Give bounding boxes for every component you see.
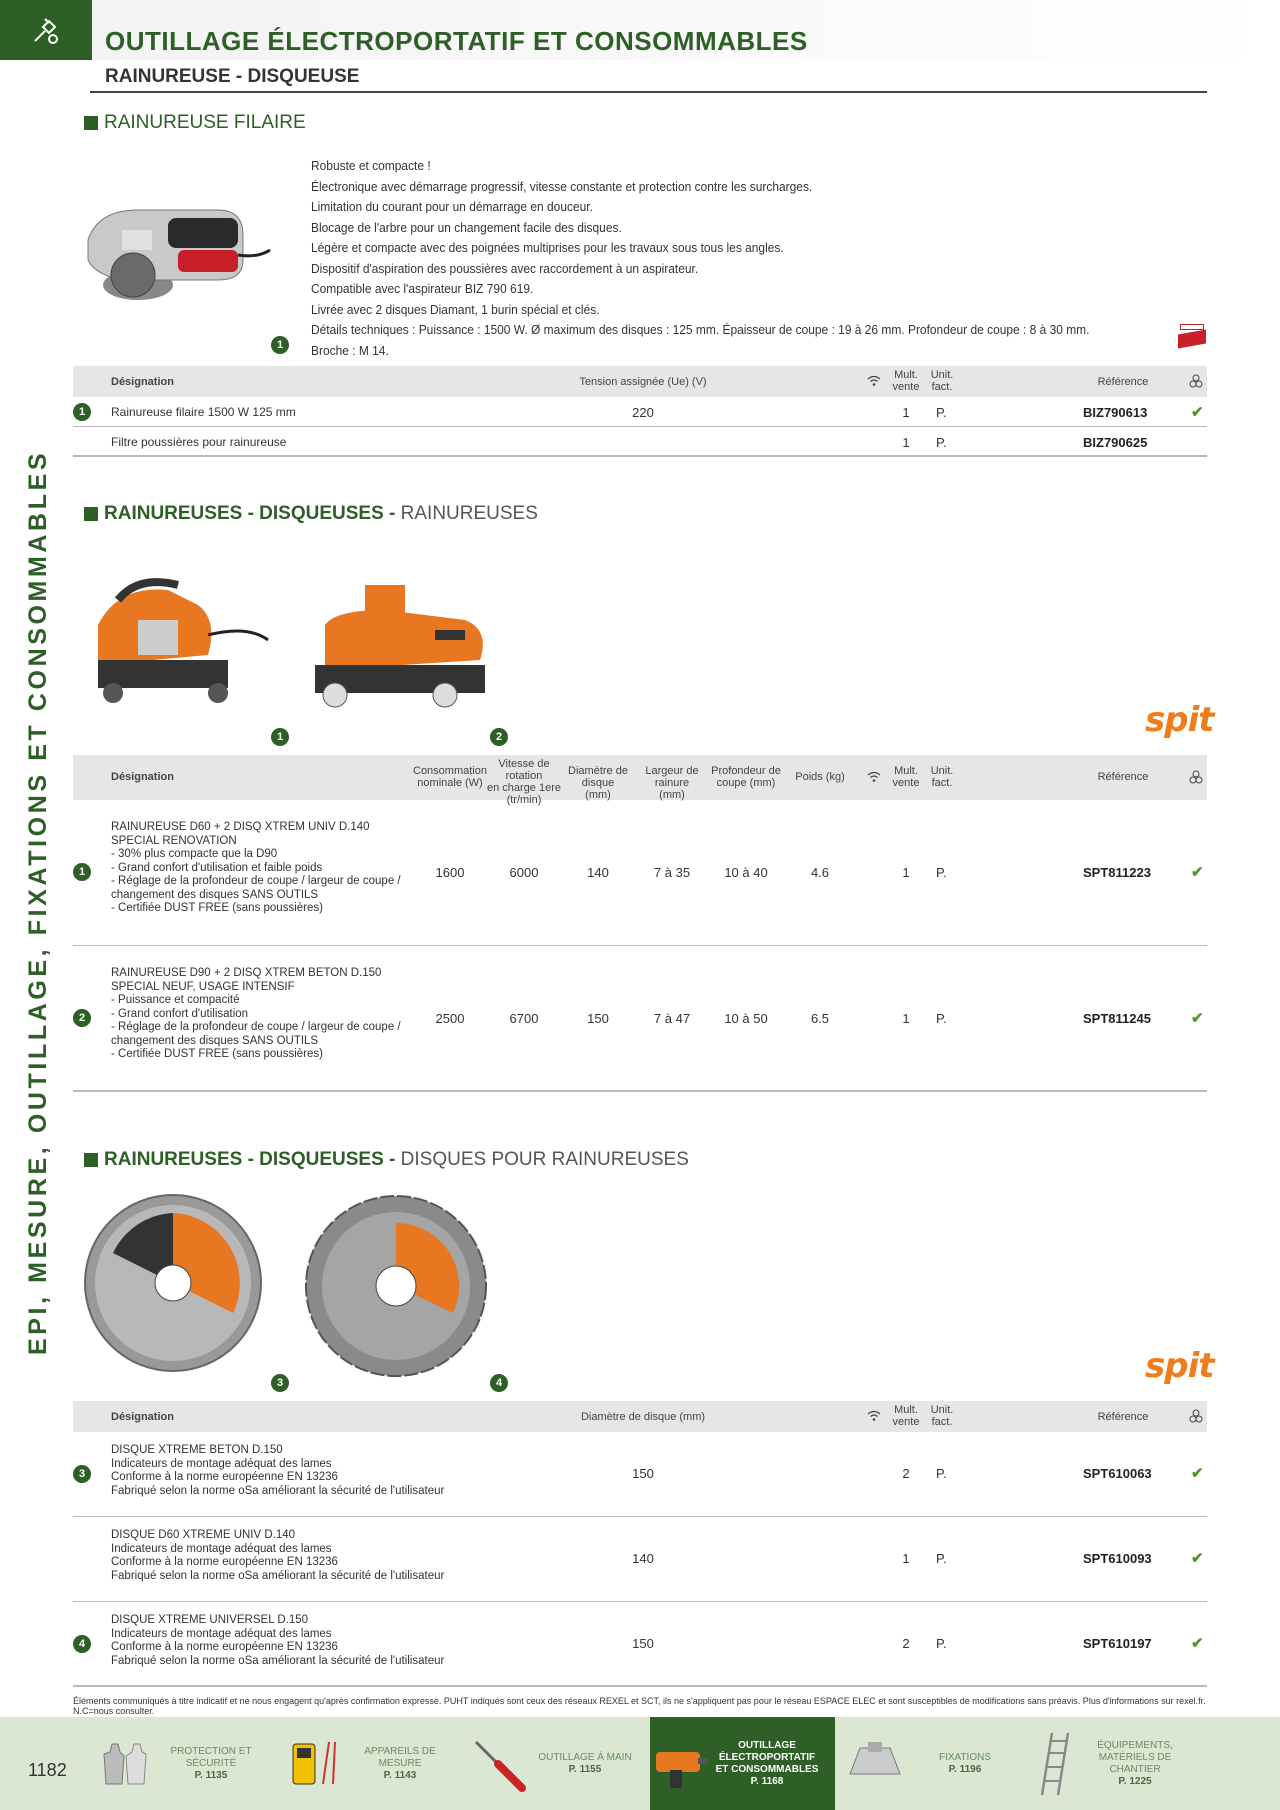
header-divider bbox=[90, 91, 1207, 93]
footer-nav-outillage-main[interactable] bbox=[470, 1717, 650, 1810]
eco-icon bbox=[1189, 770, 1203, 787]
row-unit: P. bbox=[936, 1011, 947, 1026]
row-designation: RAINUREUSE D60 + 2 DISQ XTREM UNIV D.140 SPECIAL RENOVATION - 30% plus compacte que la D90 - Grand confort d'utilisation et faible poids - Réglage de la profondeur de coupe / largeur de coupe / changement des disques SANS OUTILS - Certifiée DUST FREE (sans poussières) bbox=[111, 821, 401, 914]
section3-title-bold: RAINUREUSES - DISQUEUSES - bbox=[104, 1149, 396, 1170]
row-largeur: 7 à 47 bbox=[653, 1011, 691, 1026]
disc-xtreme-universel-image bbox=[303, 1193, 489, 1379]
col-diametre: Diamètre de disque (mm) bbox=[568, 765, 628, 801]
col-designation: Désignation bbox=[111, 771, 174, 783]
col-diametre: Diamètre de disque (mm) bbox=[580, 1411, 706, 1423]
row-tension: 220 bbox=[632, 405, 654, 420]
row-designation: RAINUREUSE D90 + 2 DISQ XTREM BETON D.150 SPECIAL NEUF, USAGE INTENSIF - Puissance et compacité - Grand confort d'utilisation - Réglage de la profondeur de coupe / largeur de coupe / changement des disques SANS OUTILS - Certifiée DUST FREE (sans poussières) bbox=[111, 967, 401, 1060]
section2-title-bold: RAINUREUSES - DISQUEUSES - bbox=[104, 503, 396, 524]
page-title: OUTILLAGE ÉLECTROPORTATIF ET CONSOMMABLES bbox=[105, 26, 808, 56]
row-ref: SPT811223 bbox=[1083, 865, 1151, 880]
screwdriver-icon bbox=[470, 1734, 530, 1794]
section3-heading bbox=[84, 1149, 689, 1171]
col-ref: Référence bbox=[1097, 1411, 1149, 1423]
section-marker bbox=[84, 116, 98, 130]
row-unit: P. bbox=[936, 865, 947, 880]
availability-check-icon: ✔ bbox=[1191, 1550, 1204, 1567]
availability-check-icon: ✔ bbox=[1191, 1010, 1204, 1027]
footer-nav-electroportatif[interactable] bbox=[650, 1717, 835, 1810]
desc-line: Limitation du courant pour un démarrage en douceur. bbox=[311, 199, 593, 214]
section2-title-light: RAINUREUSES bbox=[395, 503, 538, 524]
product-badge: 2 bbox=[490, 728, 508, 746]
footer-nav-equipements[interactable] bbox=[1030, 1717, 1220, 1810]
bracket-icon bbox=[840, 1734, 910, 1794]
table2-header bbox=[73, 755, 1207, 806]
row-diametre: 150 bbox=[587, 1011, 609, 1026]
row-unit: P. bbox=[936, 1636, 947, 1651]
table1-header bbox=[73, 366, 1207, 397]
wifi-icon bbox=[867, 771, 881, 786]
col-conso: Consommation nominale (W) bbox=[413, 765, 487, 789]
row-conso: 2500 bbox=[435, 1011, 465, 1026]
section1-title: RAINUREUSE FILAIRE bbox=[104, 112, 306, 133]
row-poids: 4.6 bbox=[810, 865, 830, 880]
row-vitesse: 6700 bbox=[509, 1011, 539, 1026]
desc-line: Broche : M 14. bbox=[311, 342, 389, 358]
row-ref: SPT610063 bbox=[1083, 1466, 1152, 1481]
availability-check-icon: ✔ bbox=[1191, 1465, 1204, 1482]
availability-check-icon: ✔ bbox=[1191, 1635, 1204, 1652]
header-logo bbox=[0, 0, 92, 60]
row-mult: 1 bbox=[902, 405, 910, 420]
power-tool-icon bbox=[650, 1734, 712, 1794]
availability-check-icon: ✔ bbox=[1191, 864, 1204, 881]
wifi-icon bbox=[867, 1410, 881, 1425]
row-designation: DISQUE XTREME BETON D.150 Indicateurs de montage adéquat des lames Conforme à la norme européenne EN 13236 Fabriqué selon la norme oSa améliorant la sécurité de l'utilisateur bbox=[111, 1444, 445, 1497]
multimeter-icon bbox=[285, 1734, 345, 1794]
product-badge: 1 bbox=[271, 336, 289, 354]
row-profondeur: 10 à 50 bbox=[724, 1011, 768, 1026]
row-mult: 1 bbox=[902, 1551, 910, 1566]
row-ref: BIZ790625 bbox=[1083, 435, 1148, 450]
desc-line: Robuste et compacte ! bbox=[311, 158, 431, 173]
row-designation: Rainureuse filaire 1500 W 125 mm bbox=[111, 405, 296, 419]
col-designation: Désignation bbox=[111, 376, 174, 388]
row-ref: BIZ790613 bbox=[1083, 405, 1148, 420]
table-row bbox=[73, 427, 1207, 457]
footer-label: APPAREILS DE MESURE P. 1143 bbox=[364, 1745, 436, 1781]
row-poids: 6.5 bbox=[810, 1011, 830, 1026]
eco-icon bbox=[1189, 374, 1203, 391]
col-unit: Unit. fact. bbox=[930, 765, 954, 789]
table-row bbox=[73, 1432, 1207, 1517]
row-unit: P. bbox=[936, 435, 947, 450]
section1-heading bbox=[84, 112, 306, 134]
row-designation: DISQUE XTREME UNIVERSEL D.150 Indicateurs de montage adéquat des lames Conforme à la norme européenne EN 13236 Fabriqué selon la norme oSa améliorant la sécurité de l'utilisateur bbox=[111, 1614, 445, 1667]
col-tension: Tension assignée (Ue) (V) bbox=[579, 376, 707, 388]
col-poids: Poids (kg) bbox=[795, 771, 845, 783]
footer-label: PROTECTION ET SÉCURITÉ P. 1135 bbox=[170, 1745, 252, 1781]
milwaukee-groover-image bbox=[78, 190, 273, 305]
row-mult: 1 bbox=[902, 1011, 910, 1026]
table-row bbox=[73, 397, 1207, 427]
row-vitesse: 6000 bbox=[509, 865, 539, 880]
col-unit: Unit. fact. bbox=[930, 369, 954, 393]
col-mult: Mult. vente bbox=[892, 765, 920, 789]
row-diametre: 140 bbox=[632, 1551, 654, 1566]
row-designation: Filtre poussières pour rainureuse bbox=[111, 435, 287, 449]
row-badge: 2 bbox=[73, 1009, 91, 1027]
desc-line: Dispositif d'aspiration des poussières avec raccordement à un aspirateur. bbox=[311, 260, 699, 276]
col-designation: Désignation bbox=[111, 1411, 174, 1423]
row-designation: DISQUE D60 XTREME UNIV D.140 Indicateurs de montage adéquat des lames Conforme à la norme européenne EN 13236 Fabriqué selon la norme oSa améliorant la sécurité de l'utilisateur bbox=[111, 1529, 445, 1582]
spit-d90-image bbox=[295, 565, 495, 715]
side-category-label: EPI, MESURE, OUTILLAGE, FIXATIONS ET CONSOMMABLES bbox=[24, 449, 52, 1355]
footer-nav-mesure[interactable] bbox=[285, 1717, 465, 1810]
spit-logo: spit bbox=[1145, 1346, 1214, 1386]
footer-nav-protection[interactable] bbox=[96, 1717, 276, 1810]
row-unit: P. bbox=[936, 1466, 947, 1481]
availability-check-icon: ✔ bbox=[1191, 404, 1204, 421]
row-badge: 4 bbox=[73, 1635, 91, 1653]
desc-line: Détails techniques : Puissance : 1500 W. Ø maximum des disques : 125 mm. Épaisseur de coupe : 19 à 26 mm. Profondeur de coupe : 8 à 30 mm. bbox=[311, 322, 1090, 337]
desc-line: Légère et compacte avec des poignées multiprises pour les travaux sous tous les angles. bbox=[311, 240, 784, 255]
footer-nav bbox=[0, 1717, 1280, 1810]
page-number: 1182 bbox=[28, 1760, 67, 1780]
milwaukee-logo bbox=[1178, 324, 1206, 352]
table-row bbox=[73, 800, 1207, 946]
row-profondeur: 10 à 40 bbox=[724, 865, 768, 880]
disc-xtreme-beton-image bbox=[83, 1193, 263, 1373]
row-unit: P. bbox=[936, 405, 947, 420]
col-mult: Mult. vente bbox=[892, 369, 920, 393]
section2-heading bbox=[84, 503, 538, 525]
row-conso: 1600 bbox=[435, 865, 465, 880]
row-ref: SPT811245 bbox=[1083, 1011, 1151, 1026]
product-badge: 1 bbox=[271, 728, 289, 746]
row-unit: P. bbox=[936, 1551, 947, 1566]
col-profondeur: Profondeur de coupe (mm) bbox=[711, 765, 781, 789]
product-badge: 4 bbox=[490, 1374, 508, 1392]
ladder-icon bbox=[1030, 1729, 1080, 1799]
col-largeur: Largeur de rainure (mm) bbox=[645, 765, 699, 801]
desc-line: Compatible avec l'aspirateur BIZ 790 619. bbox=[311, 281, 534, 296]
col-ref: Référence bbox=[1097, 376, 1149, 388]
row-diametre: 140 bbox=[587, 865, 609, 880]
spit-logo: spit bbox=[1145, 700, 1214, 740]
row-mult: 1 bbox=[902, 435, 910, 450]
section1-description bbox=[311, 156, 1089, 361]
col-ref: Référence bbox=[1097, 771, 1149, 783]
row-ref: SPT610197 bbox=[1083, 1636, 1152, 1651]
footer-nav-fixations[interactable] bbox=[840, 1717, 1020, 1810]
row-badge: 3 bbox=[73, 1465, 91, 1483]
row-ref: SPT610093 bbox=[1083, 1551, 1152, 1566]
row-mult: 2 bbox=[902, 1466, 910, 1481]
footer-label: OUTILLAGE À MAIN P. 1155 bbox=[538, 1751, 632, 1775]
desc-line: Blocage de l'arbre pour un changement facile des disques. bbox=[311, 219, 622, 235]
row-largeur: 7 à 35 bbox=[653, 865, 691, 880]
row-badge: 1 bbox=[73, 403, 91, 421]
row-badge: 1 bbox=[73, 863, 91, 881]
section-marker bbox=[84, 1153, 98, 1167]
wifi-icon bbox=[867, 375, 881, 389]
footer-label: ÉQUIPEMENTS, MATÉRIELS DE CHANTIER P. 1225 bbox=[1097, 1739, 1173, 1787]
tools-icon bbox=[29, 13, 63, 47]
spit-d60-image bbox=[78, 565, 273, 715]
row-mult: 2 bbox=[902, 1636, 910, 1651]
table-row bbox=[73, 1602, 1207, 1687]
section-marker bbox=[84, 507, 98, 521]
section3-title-light: DISQUES POUR RAINUREUSES bbox=[395, 1149, 689, 1170]
page-subtitle: RAINUREUSE - DISQUEUSE bbox=[105, 66, 360, 87]
desc-line: Livrée avec 2 disques Diamant, 1 burin spécial et clés. bbox=[311, 301, 600, 317]
col-mult: Mult. vente bbox=[892, 1404, 920, 1428]
product-badge: 3 bbox=[271, 1374, 289, 1392]
eco-icon bbox=[1189, 1409, 1203, 1426]
table-row bbox=[73, 946, 1207, 1092]
row-diametre: 150 bbox=[632, 1466, 654, 1481]
row-mult: 1 bbox=[902, 865, 910, 880]
row-diametre: 150 bbox=[632, 1636, 654, 1651]
gloves-icon bbox=[96, 1734, 156, 1794]
desc-line: Électronique avec démarrage progressif, vitesse constante et protection contre les surcharges. bbox=[311, 178, 813, 194]
disclaimer: Éléments communiqués à titre indicatif et ne nous engagent qu'après confirmation expresse. PUHT indiqués sont ceux des réseaux REXEL et SCT, ils ne s'appliquent pas pour le réseau ESPACE ELEC et sont susceptibles de modifications sans préavis. Plus d'informations sur rexel.fr. N.C=nous consulter. bbox=[73, 1696, 1206, 1716]
table3-header bbox=[73, 1401, 1207, 1432]
col-vitesse: Vitesse de rotation en charge 1ere (tr/min) bbox=[487, 758, 561, 806]
table-row bbox=[73, 1517, 1207, 1602]
footer-label: OUTILLAGE ÉLECTROPORTATIF ET CONSOMMABLES P. 1168 bbox=[715, 1739, 819, 1787]
footer-label: FIXATIONS P. 1196 bbox=[938, 1751, 992, 1775]
col-unit: Unit. fact. bbox=[930, 1404, 954, 1428]
